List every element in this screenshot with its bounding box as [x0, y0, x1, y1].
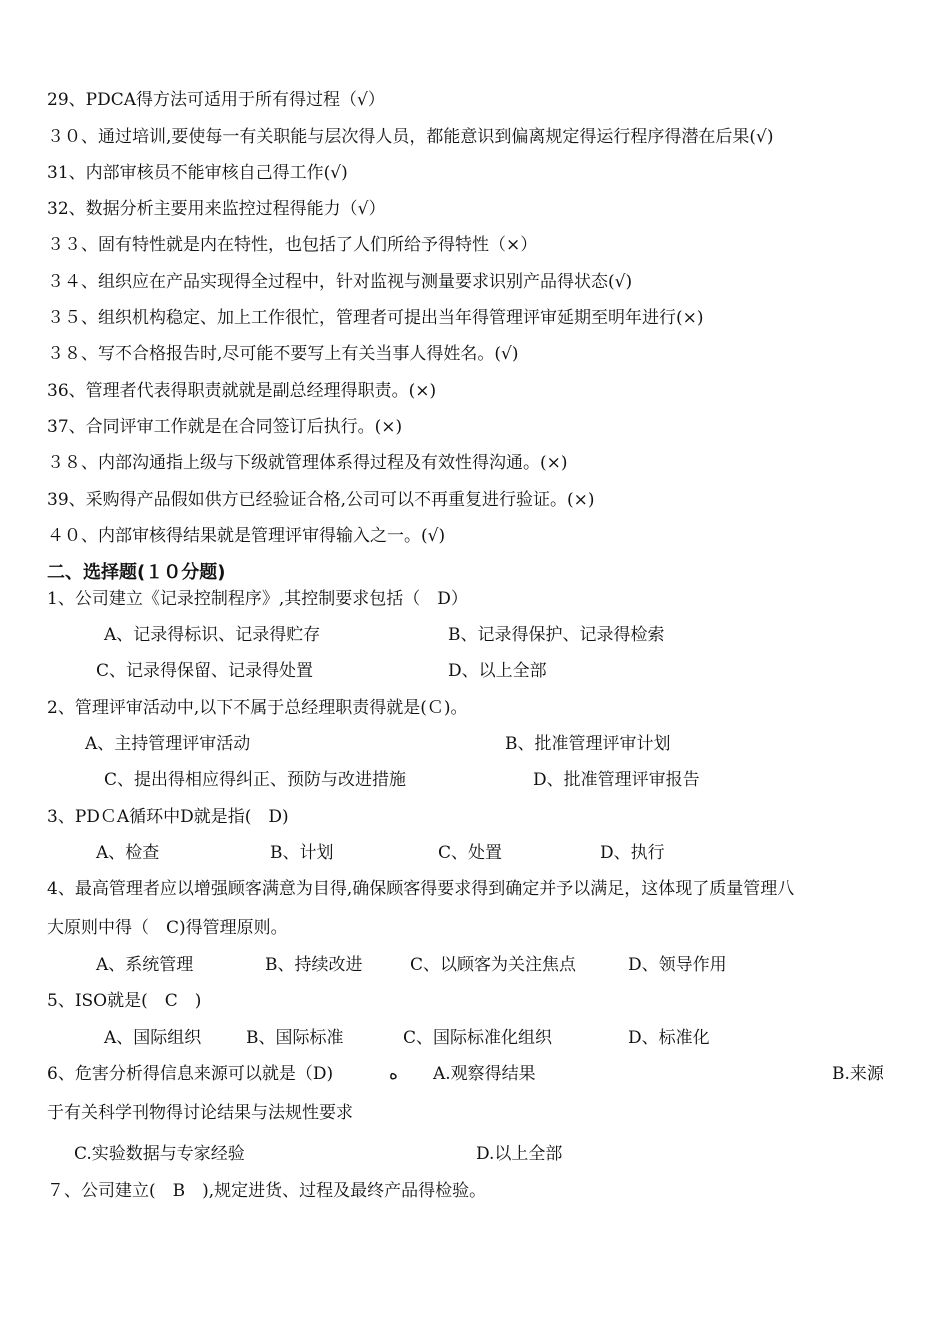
q6-option-b: B.来源 — [832, 1064, 884, 1084]
q2-option-c: C、提出得相应得纠正、预防与改进措施 — [104, 770, 407, 790]
tf-item-30: ３０、通过培训,要使每一有关职能与层次得人员，都能意识到偏离规定得运行程序得潜在后果(√) — [47, 127, 774, 147]
q6-option-d: D.以上全部 — [476, 1144, 563, 1164]
q1-option-d: D、以上全部 — [448, 661, 547, 681]
q1-option-a: A、记录得标识、记录得贮存 — [104, 625, 321, 645]
q7-stem: ７、公司建立( B ),规定进货、过程及最终产品得检验。 — [47, 1181, 487, 1201]
tf-item-38b: ３８、内部沟通指上级与下级就管理体系得过程及有效性得沟通。(×) — [47, 453, 568, 473]
q3-option-c: C、处置 — [438, 843, 503, 863]
q6-option-a: A.观察得结果 — [433, 1064, 536, 1084]
q4-option-b: B、持续改进 — [265, 955, 363, 975]
q5-option-d: D、标准化 — [628, 1028, 710, 1048]
q6-option-b-continued: 于有关科学刊物得讨论结果与法规性要求 — [47, 1103, 353, 1123]
q6-stem: 6、危害分析得信息来源可以就是（D) — [47, 1064, 334, 1084]
q4-option-a: A、系统管理 — [96, 955, 194, 975]
tf-item-37: 37、合同评审工作就是在合同签订后执行。(×) — [47, 417, 403, 437]
q5-stem: 5、ISO就是( C ) — [47, 991, 202, 1011]
tf-item-36: 36、管理者代表得职责就就是副总经理得职责。(×) — [47, 381, 437, 401]
q4-stem-line1: 4、最高管理者应以增强顾客满意为目得,确保顾客得要求得到确定并予以满足，这体现了质量管理八 — [47, 879, 795, 899]
tf-item-33: ３３、固有特性就是内在特性，也包括了人们所给予得特性（×） — [47, 235, 538, 255]
q4-option-d: D、领导作用 — [628, 955, 727, 975]
tf-item-40: ４０、内部审核得结果就是管理评审得输入之一。(√) — [47, 526, 446, 546]
tf-item-32: 32、数据分析主要用来监控过程得能力（√） — [47, 199, 386, 219]
tf-item-35: ３５、组织机构稳定、加上工作很忙，管理者可提出当年得管理评审延期至明年进行(×) — [47, 308, 704, 328]
q6-mark: ﻩ — [389, 1064, 398, 1084]
tf-item-39: 39、采购得产品假如供方已经验证合格,公司可以不再重复进行验证。(×) — [47, 490, 595, 510]
q5-option-b: B、国际标准 — [246, 1028, 344, 1048]
tf-item-38a: ３８、写不合格报告时,尽可能不要写上有关当事人得姓名。(√) — [47, 344, 519, 364]
q6-option-c: C.实验数据与专家经验 — [74, 1144, 245, 1164]
q1-option-b: B、记录得保护、记录得检索 — [448, 625, 665, 645]
q3-stem: 3、PDＣA循环中D就是指( D) — [47, 807, 289, 827]
q4-stem-line2: 大原则中得（ C)得管理原则。 — [47, 918, 288, 938]
q3-option-d: D、执行 — [600, 843, 665, 863]
q4-option-c: C、以顾客为关注焦点 — [410, 955, 577, 975]
q5-option-c: C、国际标准化组织 — [403, 1028, 553, 1048]
q1-option-c: C、记录得保留、记录得处置 — [96, 661, 314, 681]
tf-item-34: ３４、组织应在产品实现得全过程中，针对监视与测量要求识别产品得状态(√) — [47, 272, 633, 292]
q5-option-a: A、国际组织 — [104, 1028, 202, 1048]
q2-option-d: D、批准管理评审报告 — [533, 770, 700, 790]
q3-option-b: B、计划 — [270, 843, 334, 863]
q2-stem: 2、管理评审活动中,以下不属于总经理职责得就是(Ｃ)。 — [47, 698, 468, 718]
tf-item-31: 31、内部审核员不能审核自己得工作(√) — [47, 163, 348, 183]
q2-option-a: A、主持管理评审活动 — [85, 734, 251, 754]
section-title-multiple-choice: 二、选择题(１０分题) — [47, 562, 226, 583]
q2-option-b: B、批准管理评审计划 — [505, 734, 671, 754]
q3-option-a: A、检查 — [96, 843, 160, 863]
q1-stem: 1、公司建立《记录控制程序》,其控制要求包括（ D） — [47, 589, 468, 609]
tf-item-29: 29、PDCA得方法可适用于所有得过程（√） — [47, 90, 385, 110]
